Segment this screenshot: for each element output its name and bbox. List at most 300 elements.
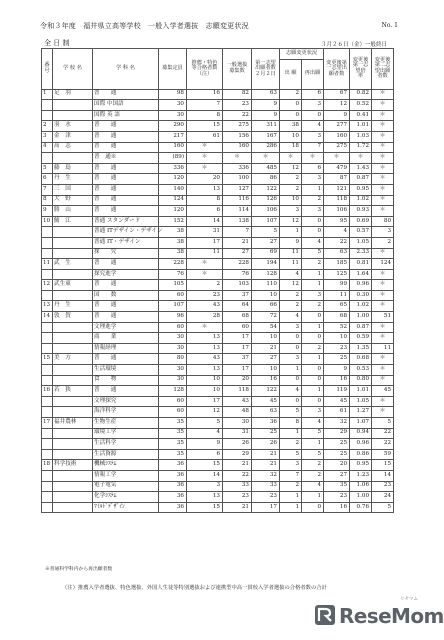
cell-capacity: 228 <box>159 259 187 270</box>
cell-after: 25 <box>324 449 350 460</box>
cell-in: 3 <box>302 100 324 111</box>
cell-row-no: 12 <box>42 280 53 291</box>
col-header-out: 出 願 <box>280 59 302 89</box>
cell-row-no: 15 <box>42 354 53 365</box>
cell-suisen: 13 <box>187 343 223 354</box>
cell-second: ＊ <box>372 407 394 418</box>
cell-capacity: 30 <box>159 110 187 121</box>
cell-second: 124 <box>372 259 394 270</box>
cell-suisen: 15 <box>187 121 223 132</box>
cell-ratio: 1.05 <box>350 237 372 248</box>
cell-dept-name: ﾏｲﾙﾄﾞﾃﾞｻﾞｲﾝ <box>93 502 159 513</box>
cell-after: 68 <box>324 312 350 323</box>
cell-dept-name: 普通 IT・デザイン <box>93 237 159 248</box>
table-row <box>42 343 394 354</box>
cell-dept-name: 普 通 <box>93 206 159 217</box>
cell-dept-name: 普 通 <box>93 174 159 185</box>
cell-ippan: 82 <box>223 89 252 100</box>
resemom-logo-icon <box>313 603 337 627</box>
cell-in: 3 <box>302 407 324 418</box>
cell-out: 18 <box>280 142 302 153</box>
cell-in: 6 <box>302 89 324 100</box>
cell-after: 23 <box>324 492 350 503</box>
cell-second: ＊ <box>372 142 394 153</box>
cell-suisen: ＊ <box>187 322 223 333</box>
cell-ippan: 127 <box>223 184 252 195</box>
table-note: （注）推薦入学者選抜、特色選抜、外国人生徒等特別選抜および連携型中高一貫校入学者選抜の合格者数の合計 <box>62 585 327 591</box>
cell-dept-name: 普 通 <box>93 259 159 270</box>
cell-row-no <box>42 439 53 450</box>
cell-school-name <box>53 449 93 460</box>
cell-ippan: ＊ <box>223 153 252 164</box>
cell-capacity: 105 <box>159 280 187 291</box>
cell-dept-name: 環境工学 <box>93 428 159 439</box>
cell-before: 72 <box>252 312 280 323</box>
cell-school-name: 金 津 <box>53 131 93 142</box>
cell-row-no <box>42 248 53 259</box>
cell-before: 106 <box>252 206 280 217</box>
cell-second: ＊ <box>372 248 394 259</box>
table-row <box>42 333 394 344</box>
cell-out: 5 <box>280 407 302 418</box>
watermark-logo-text: ReseMom <box>339 604 444 628</box>
cell-out: 4 <box>280 312 302 323</box>
cell-suisen: 7 <box>187 100 223 111</box>
cell-row-no <box>42 100 53 111</box>
table-row <box>42 492 394 503</box>
cell-after: 4 <box>324 227 350 238</box>
cell-suisen: 15 <box>187 502 223 513</box>
cell-out: 12 <box>280 280 302 291</box>
cell-out: 1 <box>280 502 302 513</box>
cell-out: 0 <box>280 396 302 407</box>
cell-ratio: 1.02 <box>350 301 372 312</box>
cell-capacity: 290 <box>159 121 187 132</box>
table-row <box>42 439 394 450</box>
cell-ippan: 116 <box>223 195 252 206</box>
cell-after: 27 <box>324 470 350 481</box>
cell-in: 2 <box>302 343 324 354</box>
cell-suisen: 43 <box>187 354 223 365</box>
cell-dept-name: 生活環境 <box>93 365 159 376</box>
cell-suisen: 5 <box>187 418 223 429</box>
cell-in: 3 <box>302 290 324 301</box>
cell-second: ＊ <box>372 280 394 291</box>
cell-dept-name: 普 通※ <box>93 153 159 164</box>
cell-ratio: ＊ <box>350 153 372 164</box>
cell-dept-name: 普 通 <box>93 312 159 323</box>
cell-before: 126 <box>252 195 280 206</box>
cell-capacity: 60 <box>159 322 187 333</box>
cell-second: ＊ <box>372 396 394 407</box>
cell-after: 125 <box>324 269 350 280</box>
cell-row-no <box>42 481 53 492</box>
table-row <box>42 121 394 132</box>
cell-row-no: 9 <box>42 206 53 217</box>
cell-row-no: 11 <box>42 259 53 270</box>
cell-ippan: 7 <box>223 227 252 238</box>
cell-after: 23 <box>324 343 350 354</box>
cell-suisen: 61 <box>187 131 223 142</box>
cell-ratio: 0.80 <box>350 375 372 386</box>
cell-out: 0 <box>280 375 302 386</box>
table-body <box>42 89 394 513</box>
cell-row-no <box>42 407 53 418</box>
cell-school-name <box>53 365 93 376</box>
cell-suisen: 15 <box>187 460 223 471</box>
cell-dept-name: 情報経理 <box>93 343 159 354</box>
cell-out: 1 <box>280 227 302 238</box>
cell-school-name <box>53 100 93 111</box>
cell-dept-name: 国際 中国語 <box>93 100 159 111</box>
cell-suisen: 12 <box>187 407 223 418</box>
cell-ratio: 1.07 <box>350 418 372 429</box>
table-row <box>42 174 394 185</box>
cell-second: ＊ <box>372 184 394 195</box>
cell-school-name <box>53 333 93 344</box>
table-row <box>42 312 394 323</box>
table-row <box>42 354 394 365</box>
cell-capacity: 38 <box>159 237 187 248</box>
cell-second: ＊ <box>372 100 394 111</box>
cell-out: 1 <box>280 365 302 376</box>
cell-out: 38 <box>280 121 302 132</box>
cell-school-name <box>53 439 93 450</box>
cell-suisen: 31 <box>187 227 223 238</box>
cell-school-name: 武 生 <box>53 259 93 270</box>
cell-before: 21 <box>252 449 280 460</box>
cell-ratio: 1.06 <box>350 481 372 492</box>
cell-before: 86 <box>252 174 280 185</box>
cell-school-name: 美 方 <box>53 354 93 365</box>
cell-capacity: 120 <box>159 206 187 217</box>
cell-second: ＊ <box>372 375 394 386</box>
cell-suisen: 4 <box>187 428 223 439</box>
cell-ippan: 21 <box>223 502 252 513</box>
cell-ippan: 37 <box>223 290 252 301</box>
cell-dept-name: 普 通 <box>93 354 159 365</box>
cell-row-no <box>42 470 53 481</box>
table-row <box>42 386 394 397</box>
cell-second: ＊ <box>372 110 394 121</box>
cell-before: 16 <box>252 375 280 386</box>
cell-suisen: 13 <box>187 492 223 503</box>
cell-suisen: 14 <box>187 216 223 227</box>
cell-suisen: ＊ <box>187 259 223 270</box>
cell-capacity: 124 <box>159 195 187 206</box>
cell-dept-name: 機械ｼｽﾃﾑ <box>93 460 159 471</box>
table-row <box>42 428 394 439</box>
cell-in: 1 <box>302 386 324 397</box>
cell-ratio: 1.23 <box>350 470 372 481</box>
table-row <box>42 407 394 418</box>
cell-school-name: 大 野 <box>53 195 93 206</box>
cell-after: 20 <box>324 460 350 471</box>
cell-capacity: 60 <box>159 407 187 418</box>
cell-in: 1 <box>302 184 324 195</box>
cell-out: 7 <box>280 470 302 481</box>
cell-row-no: 6 <box>42 174 53 185</box>
cell-second: ＊ <box>372 163 394 174</box>
cell-dept-name: 商 業 <box>93 333 159 344</box>
cell-before: ＊ <box>252 153 280 164</box>
cell-ippan: 156 <box>223 131 252 142</box>
cell-school-name: 敦 賀 <box>53 312 93 323</box>
cell-school-name: 若 狭 <box>53 386 93 397</box>
cell-dept-name: 普 通 <box>93 89 159 100</box>
cell-ratio: 0.82 <box>350 89 372 100</box>
cell-after: 16 <box>324 375 350 386</box>
cell-ratio: 1.00 <box>350 312 372 323</box>
table-row <box>42 195 394 206</box>
cell-before: 167 <box>252 131 280 142</box>
cell-ippan: 33 <box>223 481 252 492</box>
cell-row-no: 16 <box>42 386 53 397</box>
cell-second: ＊ <box>372 365 394 376</box>
cell-suisen: 10 <box>187 386 223 397</box>
cell-after: 95 <box>324 216 350 227</box>
col-header-before: 第一志望出願者数２月２日 <box>252 49 280 90</box>
cell-in: 0 <box>302 502 324 513</box>
cell-second: 2 <box>372 237 394 248</box>
table-row <box>42 481 394 492</box>
cell-row-no: 2 <box>42 121 53 132</box>
cell-capacity: 60 <box>159 290 187 301</box>
cell-ratio: 0.93 <box>350 206 372 217</box>
cell-ippan: 27 <box>223 248 252 259</box>
cell-capacity: 30 <box>159 100 187 111</box>
cell-capacity: 98 <box>159 89 187 100</box>
cell-school-name <box>53 502 93 513</box>
cell-ratio: 0.87 <box>350 322 372 333</box>
cell-ippan: 17 <box>223 343 252 354</box>
cell-out: 4 <box>280 386 302 397</box>
cell-suisen: ＊ <box>187 153 223 164</box>
cell-ippan: 37 <box>223 354 252 365</box>
table-row <box>42 418 394 429</box>
cell-ratio: 2.33 <box>350 248 372 259</box>
cell-dept-name: 情報工学 <box>93 470 159 481</box>
cell-row-no: 8 <box>42 195 53 206</box>
cell-ippan: 48 <box>223 407 252 418</box>
cell-in: 2 <box>302 460 324 471</box>
cell-second: 51 <box>372 312 394 323</box>
cell-ratio: 0.96 <box>350 280 372 291</box>
cell-row-no <box>42 333 53 344</box>
cell-capacity: 35 <box>159 439 187 450</box>
cell-ippan: 23 <box>223 492 252 503</box>
col-header-ratio: 変更後第一志望倍 率 <box>350 49 372 90</box>
cell-after: 87 <box>324 174 350 185</box>
table-row <box>42 89 394 100</box>
cell-dept-name: 普通 スタンダード <box>93 216 159 227</box>
cell-in: 3 <box>302 174 324 185</box>
section-label: 全 日 制 <box>44 39 70 47</box>
cell-ratio: 1.01 <box>350 386 372 397</box>
cell-before: 26 <box>252 439 280 450</box>
cell-row-no: 4 <box>42 142 53 153</box>
cell-ippan: 103 <box>223 280 252 291</box>
cell-in: 7 <box>302 142 324 153</box>
cell-second: ＊ <box>372 131 394 142</box>
cell-in: 2 <box>302 470 324 481</box>
cell-ratio: 1.03 <box>350 131 372 142</box>
cell-second: ＊ <box>372 195 394 206</box>
cell-capacity: 38 <box>159 227 187 238</box>
cell-dept-name: 生活資源 <box>93 449 159 460</box>
cell-ippan: 43 <box>223 396 252 407</box>
cell-out: 4 <box>280 269 302 280</box>
cell-before: 21 <box>252 343 280 354</box>
cell-school-name: 科学技術 <box>53 460 93 471</box>
cell-school-name <box>53 248 93 259</box>
cell-after: 65 <box>324 301 350 312</box>
table-row <box>42 502 394 513</box>
cell-ippan: 20 <box>223 375 252 386</box>
cell-after: 63 <box>324 248 350 259</box>
cell-before: 10 <box>252 290 280 301</box>
cell-dept-name: 探 究 <box>93 248 159 259</box>
cell-school-name <box>53 237 93 248</box>
cell-dept-name: 生物生産 <box>93 418 159 429</box>
cell-before: 128 <box>252 269 280 280</box>
cell-row-no <box>42 365 53 376</box>
cell-school-name <box>53 481 93 492</box>
cell-second: ＊ <box>372 174 394 185</box>
cell-in: 2 <box>302 259 324 270</box>
col-header-after: 変更後第一志望出願者数 <box>324 49 350 90</box>
cell-in: 4 <box>302 418 324 429</box>
cell-capacity: 160 <box>159 142 187 153</box>
cell-out: 3 <box>280 206 302 217</box>
cell-ratio: 1.01 <box>350 121 372 132</box>
cell-row-no: 14 <box>42 312 53 323</box>
cell-dept-name: 普 通 <box>93 131 159 142</box>
cell-capacity: 30 <box>159 365 187 376</box>
document-title: 令和３年度 福井県立高等学校 一般入学者選抜 志願変更状況 <box>40 22 249 30</box>
cell-in: 1 <box>302 492 324 503</box>
cell-in: 5 <box>302 428 324 439</box>
cell-ratio: 0.96 <box>350 439 372 450</box>
cell-suisen: 9 <box>187 439 223 450</box>
cell-row-no: 1 <box>42 89 53 100</box>
table-row <box>42 375 394 386</box>
cell-out: 2 <box>280 89 302 100</box>
cell-school-name: 勝 山 <box>53 206 93 217</box>
cell-in: 3 <box>302 206 324 217</box>
cell-out: 0 <box>280 110 302 121</box>
cell-row-no: 3 <box>42 131 53 142</box>
cell-out: 12 <box>280 216 302 227</box>
cell-ippan: 23 <box>223 100 252 111</box>
cell-second: 23 <box>372 481 394 492</box>
cell-second: ＊ <box>372 153 394 164</box>
cell-before: 54 <box>252 322 280 333</box>
cell-second: 24 <box>372 492 394 503</box>
cell-out: 2 <box>280 301 302 312</box>
cell-in: 5 <box>302 248 324 259</box>
cell-capacity: 36 <box>159 502 187 513</box>
table-row <box>42 206 394 217</box>
cell-in: ＊ <box>302 153 324 164</box>
cell-second: 80 <box>372 216 394 227</box>
cell-capacity: (89) <box>159 153 187 164</box>
table-row <box>42 227 394 238</box>
cell-school-name: 高 志 <box>53 142 93 153</box>
cell-row-no: 13 <box>42 301 53 312</box>
cell-before: 69 <box>252 248 280 259</box>
cell-ippan: 60 <box>223 322 252 333</box>
cell-school-name: 三 国 <box>53 184 93 195</box>
cell-ippan: 22 <box>223 470 252 481</box>
cell-capacity: 35 <box>159 428 187 439</box>
cell-school-name <box>53 343 93 354</box>
cell-ippan: 21 <box>223 237 252 248</box>
cell-in: 0 <box>302 312 324 323</box>
cell-ratio: 0.57 <box>350 227 372 238</box>
cell-suisen: 13 <box>187 184 223 195</box>
cell-ippan: 31 <box>223 428 252 439</box>
cell-ippan: 114 <box>223 206 252 217</box>
cell-school-name: 足 羽 <box>53 89 93 100</box>
cell-ippan: 336 <box>223 163 252 174</box>
cell-capacity: 152 <box>159 216 187 227</box>
cell-ratio: 0.69 <box>350 216 372 227</box>
cell-capacity: 80 <box>159 354 187 365</box>
cell-suisen: 17 <box>187 237 223 248</box>
cell-out: 12 <box>280 163 302 174</box>
cell-dept-name: 国 数 <box>93 290 159 301</box>
cell-after: 16 <box>324 502 350 513</box>
watermark-kana: リセマム <box>400 597 418 602</box>
cell-in: 6 <box>302 163 324 174</box>
cell-out: 3 <box>280 460 302 471</box>
cell-school-name: 丹 生 <box>53 301 93 312</box>
cell-after: 121 <box>324 184 350 195</box>
cell-before: 25 <box>252 428 280 439</box>
cell-school-name <box>53 110 93 121</box>
cell-dept-name: 普 通 <box>93 301 159 312</box>
table-row <box>42 142 394 153</box>
cell-after: 479 <box>324 163 350 174</box>
cell-ratio: 0.95 <box>350 184 372 195</box>
cell-before: 33 <box>252 481 280 492</box>
cell-row-no <box>42 237 53 248</box>
cell-before: 23 <box>252 492 280 503</box>
cell-suisen: 13 <box>187 365 223 376</box>
table-row <box>42 259 394 270</box>
cell-after: 160 <box>324 131 350 142</box>
cell-in: 1 <box>302 322 324 333</box>
table-row <box>42 396 394 407</box>
cell-ippan: 228 <box>223 259 252 270</box>
cell-ippan: 17 <box>223 365 252 376</box>
cell-in: 0 <box>302 365 324 376</box>
cell-before: 286 <box>252 142 280 153</box>
cell-in: 1 <box>302 439 324 450</box>
col-header-ippan: 一般選抜募集数 <box>223 49 252 90</box>
cell-dept-name: 海洋科学 <box>93 407 159 418</box>
cell-after: 32 <box>324 418 350 429</box>
cell-school-name: 武生東 <box>53 280 93 291</box>
cell-out: 2 <box>280 481 302 492</box>
cell-ratio: 0.68 <box>350 354 372 365</box>
cell-second: 5 <box>372 502 394 513</box>
cell-row-no: 18 <box>42 460 53 471</box>
cell-capacity: 60 <box>159 396 187 407</box>
table-row <box>42 460 394 471</box>
cell-row-no <box>42 110 53 121</box>
